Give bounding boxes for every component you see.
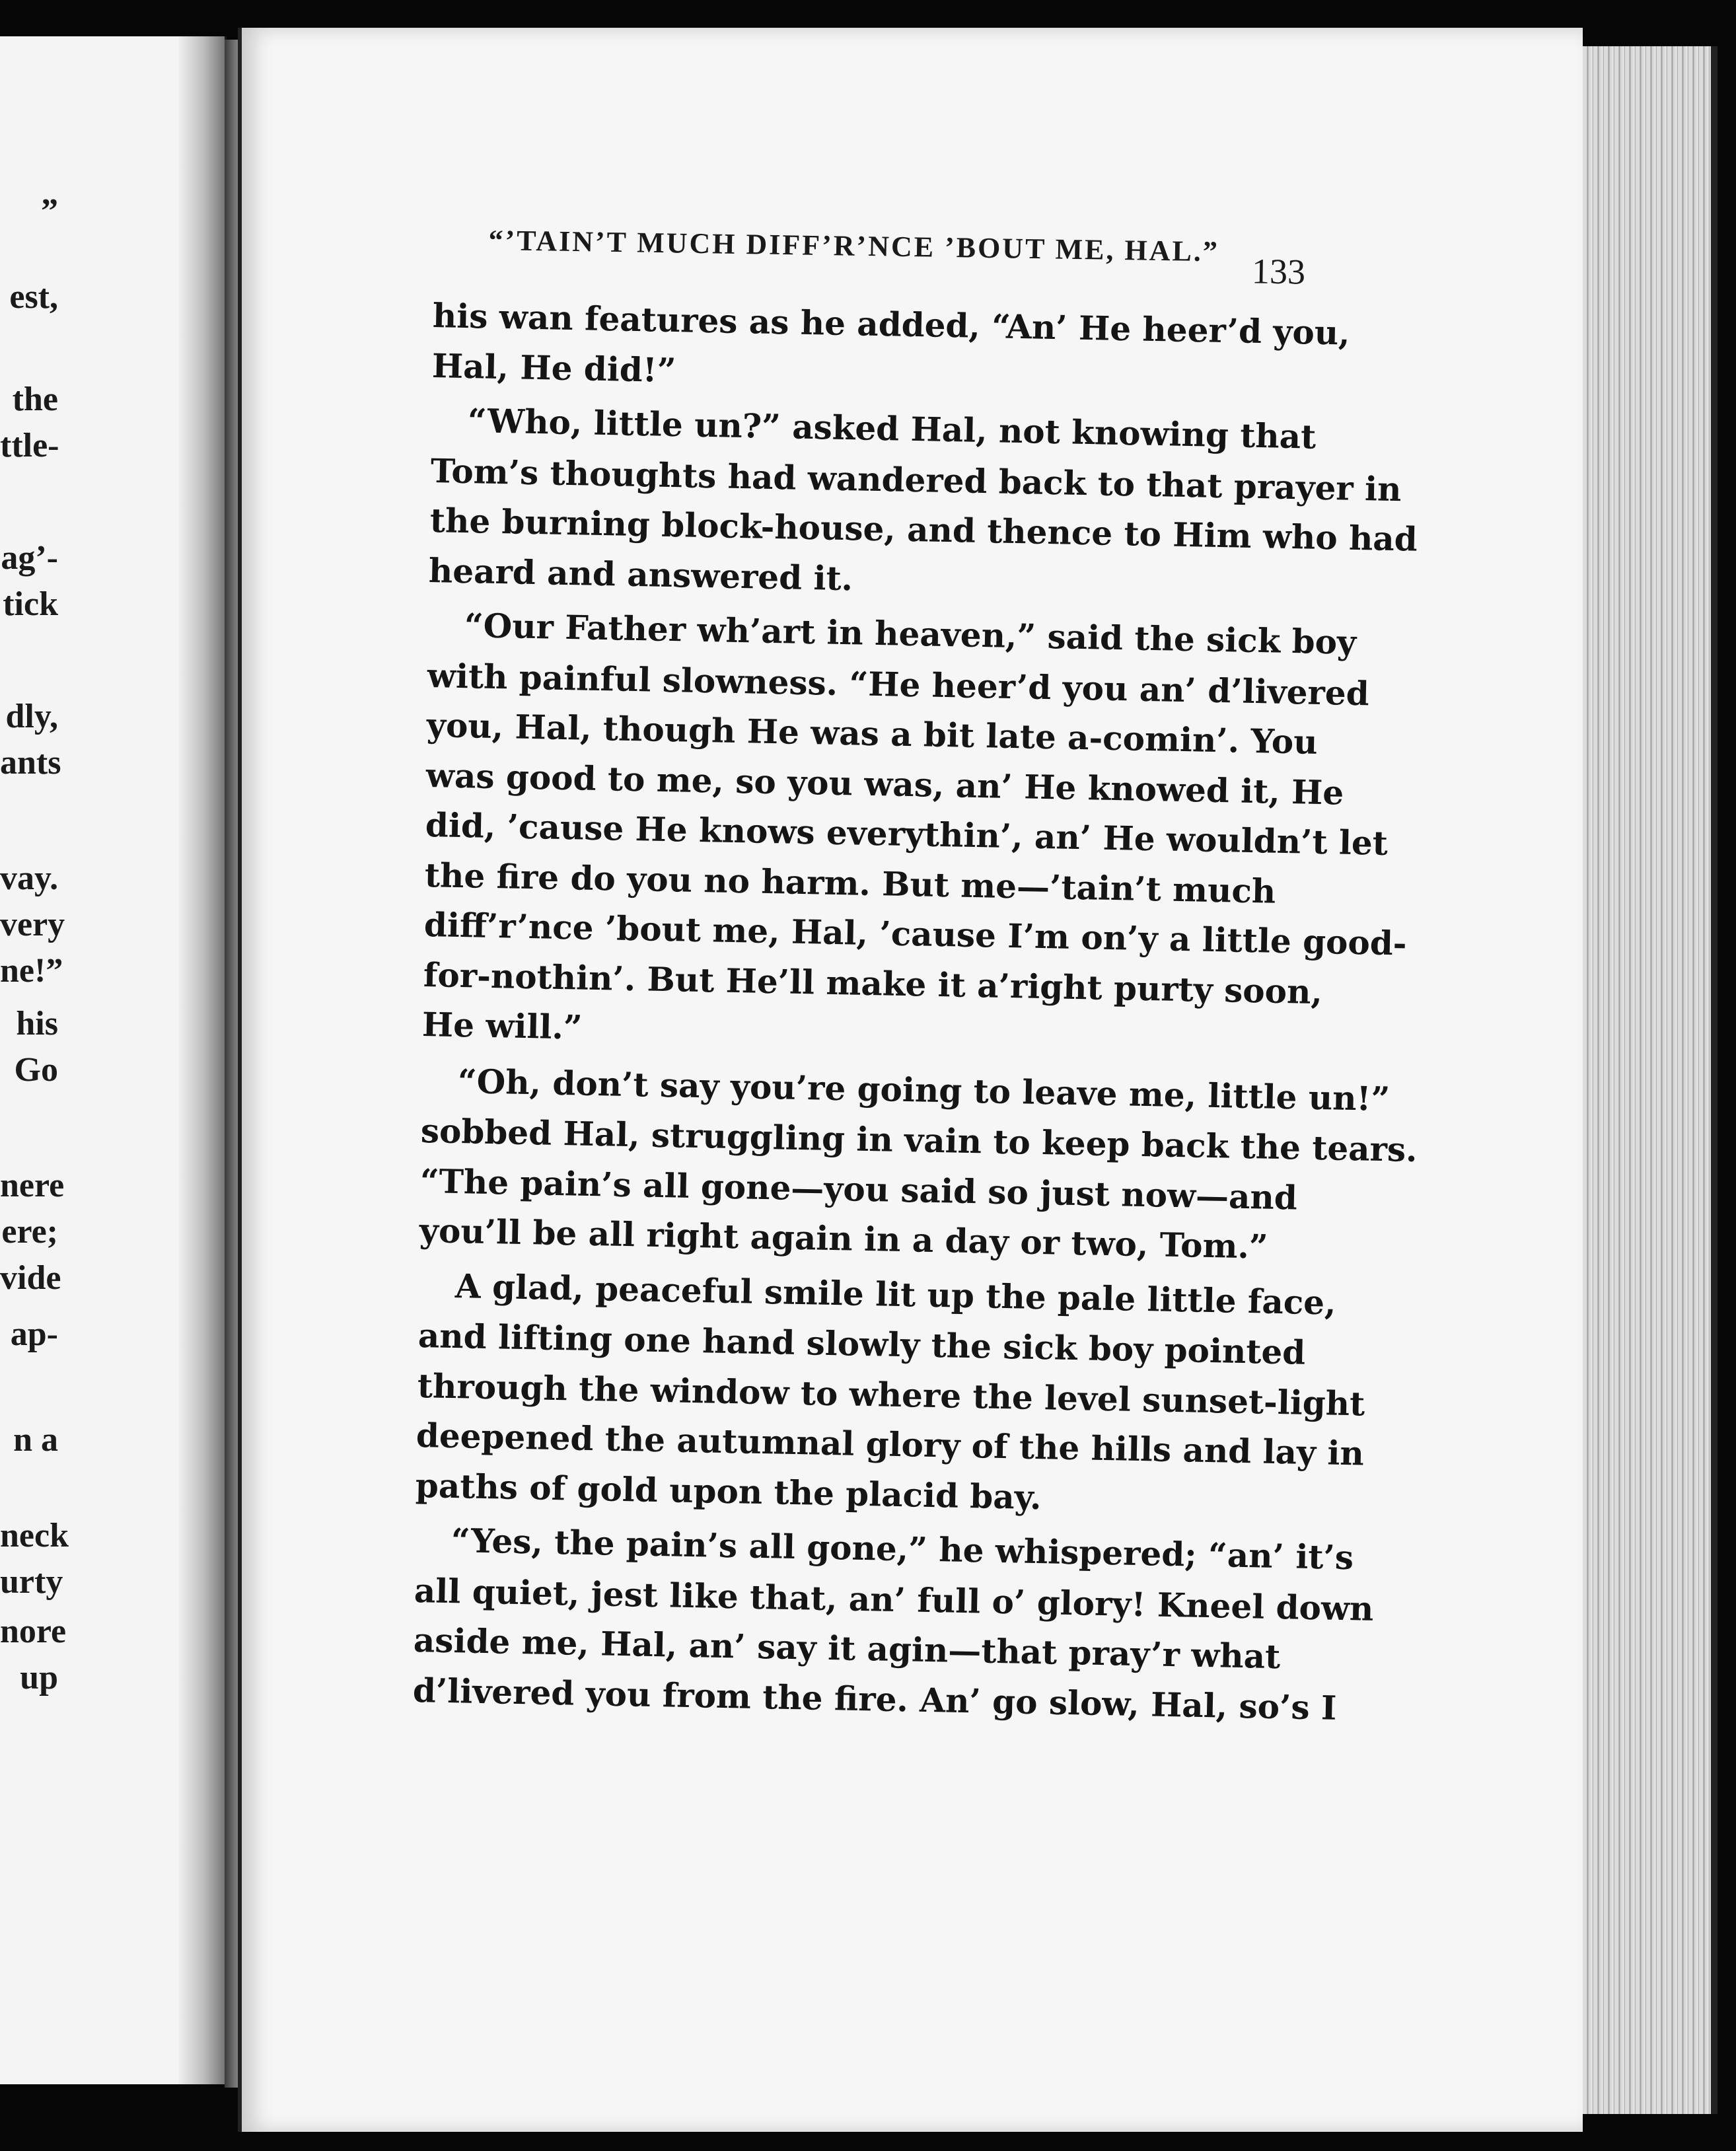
- body-line: heard and answered it.: [428, 550, 854, 598]
- body-line: “Our Father wh’art in heaven,” said the sick boy: [464, 606, 1357, 662]
- page-number: 133: [1251, 251, 1306, 292]
- body-line: his wan features as he added, “An’ He heer’d you,: [432, 296, 1351, 353]
- body-line: the burning block-house, and thence to Him who had: [429, 501, 1418, 559]
- body-line: deepened the autumnal glory of the hills and lay in: [416, 1416, 1365, 1473]
- body-line: “Who, little un?” asked Hal, not knowing that: [467, 401, 1317, 456]
- left-page-line: nore: [0, 1613, 67, 1650]
- running-header: “’TAIN’T MUCH DIFF’R’NCE ’BOUT ME, HAL.”: [488, 223, 1220, 268]
- left-page-line: ap-: [10, 1315, 58, 1353]
- body-line: sobbed Hal, struggling in vain to keep back the tears.: [420, 1111, 1418, 1169]
- body-line: with painful slowness. “He heer’d you an’ d’livered: [427, 655, 1370, 713]
- body-line: you, Hal, though He was a bit late a-comin’. You: [426, 706, 1319, 762]
- body-line: the fire do you no harm. But me—’tain’t much: [424, 855, 1276, 911]
- body-line: diff’r’nce ’bout me, Hal, ’cause I’m on’y a little good-: [423, 905, 1407, 963]
- left-page-line: tick: [3, 585, 58, 623]
- left-page-line: up: [20, 1659, 58, 1696]
- body-line: “Oh, don’t say you’re going to leave me, little un!”: [457, 1061, 1391, 1118]
- left-page-line: very: [0, 906, 65, 943]
- body-line: paths of gold upon the placid bay.: [415, 1465, 1042, 1517]
- body-line: and lifting one hand slowly the sick boy pointed: [417, 1316, 1306, 1372]
- body-line: A glad, peaceful smile lit up the pale little face,: [454, 1266, 1336, 1323]
- left-page-line: the: [12, 381, 58, 418]
- left-page-line: dly,: [5, 698, 58, 735]
- body-line: was good to me, so you was, an’ He knowed it, He: [425, 755, 1344, 813]
- left-page-line: his: [16, 1005, 58, 1042]
- left-page-line: urty: [0, 1563, 63, 1601]
- left-page-line: neck: [0, 1517, 69, 1554]
- body-line: “The pain’s all gone—you said so just now—and: [419, 1161, 1298, 1217]
- body-line: all quiet, jest like that, an’ full o’ glory! Kneel down: [414, 1570, 1374, 1628]
- body-line: He will.”: [421, 1005, 583, 1047]
- left-page-line: ne!”: [0, 952, 63, 990]
- body-line: Hal, He did!”: [431, 346, 676, 390]
- body-line: did, ’cause He knows everythin’, an’ He wouldn’t let: [425, 805, 1389, 863]
- left-page-line: ere;: [1, 1213, 58, 1251]
- left-page-line: ttle-: [0, 427, 59, 464]
- body-line: for-nothin’. But He’ll make it a’right purty soon,: [422, 955, 1322, 1011]
- left-page-line: est,: [9, 278, 58, 316]
- body-line: aside me, Hal, an’ say it agin—that pray’r what: [413, 1621, 1281, 1677]
- body-line: through the window to where the level sunset-light: [416, 1366, 1365, 1424]
- body-line: you’ll be all right again in a day or two, Tom.”: [419, 1211, 1269, 1266]
- left-page-line: ants: [0, 744, 61, 782]
- left-page-line: vay.: [0, 859, 59, 897]
- body-line: “Yes, the pain’s all gone,” he whispered; “an’ it’s: [451, 1521, 1354, 1578]
- left-page-line: nere: [0, 1167, 65, 1204]
- left-page-line: vide: [0, 1259, 61, 1297]
- left-page-gutter: [178, 36, 225, 2084]
- left-page-line: ”: [41, 192, 58, 230]
- body-line: d’livered you from the fire. An’ go slow, Hal, so’s I: [412, 1670, 1337, 1728]
- left-page-line: n a: [13, 1421, 58, 1459]
- left-page-line: Go: [14, 1051, 58, 1089]
- body-line: Tom’s thoughts had wandered back to that prayer in: [430, 451, 1402, 509]
- left-page-line: ag’-: [1, 539, 58, 577]
